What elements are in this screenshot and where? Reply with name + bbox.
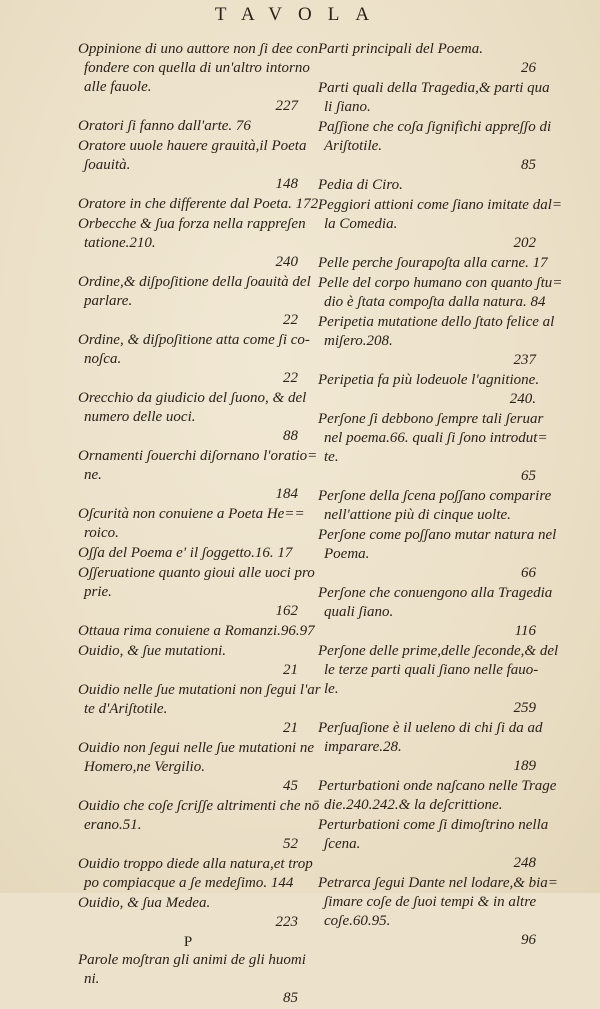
index-entry (318, 254, 548, 273)
entry-text: Perʃuaʃione è il ueleno di chi ʃi da ad (318, 720, 543, 736)
entry-text: Pelle del corpo humano con quanto ʃtu= (318, 275, 563, 291)
page-reference: 22 (283, 370, 298, 386)
index-entry (78, 642, 298, 680)
entry-text: Ouidio, & ʃua Medea. (78, 895, 211, 911)
index-entry (318, 719, 543, 776)
entry-text: Ariʃtotile. (324, 138, 383, 154)
index-entry (78, 894, 298, 932)
page-reference: 259 (513, 700, 536, 716)
entry-text: Homero,ne Vergilio. (84, 759, 205, 775)
page-reference: 45 (283, 778, 298, 794)
entry-text: Orbecche & ʃua forza nella rappreʃen (78, 216, 306, 232)
page-reference: 184 (275, 486, 298, 502)
entry-text: miʃero.208. (324, 333, 393, 349)
entry-text: tatione.210. (84, 235, 156, 251)
index-entry (78, 739, 315, 796)
entry-text: Peripetia mutatione dello ʃtato felice al (318, 314, 555, 330)
index-entry (78, 855, 313, 893)
index-entry (78, 622, 315, 641)
entry-text: noʃca. (84, 351, 122, 367)
entry-text: le terze parti quali ʃiano nelle fauo- (324, 662, 539, 678)
page-reference: 237 (513, 352, 536, 368)
index-entry (78, 331, 310, 388)
index-entry (318, 118, 552, 175)
entry-text: Oʃʃeruatione quanto gioui alle uoci pro (78, 565, 315, 581)
index-entry (318, 874, 558, 950)
page-reference: 88 (283, 428, 298, 444)
index-entry (318, 40, 536, 78)
entry-text: Parti quali della Tragedia,& parti qua (318, 80, 550, 96)
index-entry (318, 371, 540, 409)
entry-text: nel poema.66. quali ʃi ʃono introdut= (324, 430, 548, 446)
entry-text: roico. (84, 525, 119, 541)
index-entry (318, 176, 536, 195)
index-entry (318, 584, 553, 641)
page-reference: 85 (521, 157, 536, 173)
page-reference: 240 (275, 254, 298, 270)
entry-text: dio è ʃtata compoʃta dalla natura. 84 (324, 294, 546, 310)
entry-text: la Comedia. (324, 216, 398, 232)
index-entry (78, 137, 307, 194)
entry-text: numero delle uoci. (84, 409, 196, 425)
entry-text: Ouidio troppo diede alla natura,et trop (78, 856, 313, 872)
entry-text: alle fauole. (84, 79, 152, 95)
page-reference: 21 (283, 662, 298, 678)
page-reference: 52 (283, 836, 298, 852)
entry-text: erano.51. (84, 817, 142, 833)
entry-text: Oʃcurità non conuiene a Poeta He== (78, 506, 305, 522)
page-reference: 202 (513, 235, 536, 251)
entry-text: te d'Ariʃtotile. (84, 701, 168, 717)
index-entry (78, 564, 315, 621)
index-entry (78, 505, 305, 543)
index-entry (78, 447, 318, 504)
entry-text: Poema. (324, 546, 370, 562)
page-reference: 240. (509, 391, 536, 407)
entry-text: Oratore uuole hauere grauità,il Poeta (78, 138, 307, 154)
entry-text: prie. (84, 584, 112, 600)
page-reference: 248 (513, 855, 536, 871)
left-column (78, 40, 321, 1009)
entry-text: Ouidio non ʃegui nelle ʃue mutationi ne (78, 740, 315, 756)
entry-text: ne. (84, 467, 102, 483)
entry-text: te. (324, 449, 339, 465)
page-reference: 116 (514, 623, 536, 639)
page-reference: 85 (283, 990, 298, 1006)
entry-text: coʃe.60.95. (324, 913, 391, 929)
entry-text: Perʃone delle prime,delle ʃeconde,& del (318, 643, 559, 659)
page-reference: 21 (283, 720, 298, 736)
entry-text: Ouidio, & ʃue mutationi. (78, 643, 227, 659)
index-entry (318, 777, 557, 815)
entry-text: ni. (84, 971, 100, 987)
index-entry (78, 389, 307, 446)
index-entry (78, 951, 306, 1008)
index-entry (78, 215, 306, 272)
entry-text: ʃimare coʃe de ʃuoi tempi & in altre (324, 894, 537, 910)
entry-text: fondere con quella di un'altro intorno (84, 60, 310, 76)
page-reference: 66 (521, 565, 536, 581)
index-entry (318, 526, 557, 583)
entry-text: Ottaua rima conuiene a Romanzi.96.97 (78, 623, 315, 639)
index-entry (78, 681, 321, 738)
page-reference: 189 (513, 758, 536, 774)
index-entry (78, 273, 311, 330)
entry-text: li ʃiano. (324, 99, 371, 115)
entry-text: Parole moʃtran gli animi de gli huomi (78, 952, 306, 968)
entry-text: Parti principali del Poema. (318, 41, 483, 57)
section-letter: P (183, 934, 193, 950)
page-reference: 26 (521, 60, 536, 76)
entry-text: Orecchio da giudicio del ʃuono, & del (78, 390, 307, 406)
entry-text: quali ʃiano. (324, 604, 394, 620)
entry-text: Oratore in che differente dal Poeta. 172 (78, 196, 319, 212)
page-header: TAVOLA (214, 4, 386, 25)
entry-text: Perturbationi onde naʃcano nelle Trage (318, 778, 557, 794)
entry-text: Peripetia fa più lodeuole l'agnitione. (318, 372, 540, 388)
entry-text: Ouidio che coʃe ʃcriʃʃe altrimenti che nō (78, 798, 320, 814)
right-column (318, 40, 563, 951)
page-reference: 65 (521, 468, 536, 484)
entry-text: Perʃone che conuengono alla Tragedia (318, 585, 553, 601)
index-entry (78, 117, 298, 136)
entry-text: Pedia di Ciro. (318, 177, 403, 193)
entry-text: imparare.28. (324, 739, 402, 755)
entry-text: Perʃone ʃi debbono ʃempre tali ʃeruar (318, 411, 544, 427)
entry-text: Ouidio nelle ʃue mutationi non ʃegui l'ar (78, 682, 321, 698)
index-entry (318, 274, 563, 312)
entry-text: die.240.242.& la deʃcrittione. (324, 797, 503, 813)
index-entry (318, 79, 550, 117)
entry-text: Ornamenti ʃouerchi diʃornano l'oratio= (78, 448, 318, 464)
entry-text: Paʃʃione che coʃa ʃignifichi appreʃʃo di (318, 119, 552, 135)
index-entry (78, 40, 318, 116)
entry-text: Peggiori attioni come ʃiano imitate dal= (318, 197, 562, 213)
entry-text: ʃcena. (324, 836, 361, 852)
page-reference: 96 (521, 932, 536, 948)
entry-text: Perturbationi come ʃi dimoʃtrino nella (318, 817, 549, 833)
entry-text: Ordine,& diʃpoʃitione della ʃoauità del (78, 274, 311, 290)
index-entry (78, 544, 298, 563)
index-entry (78, 195, 319, 214)
index-entry (318, 196, 562, 253)
entry-text: Perʃone come poʃʃano mutar natura nel (318, 527, 557, 543)
entry-text: parlare. (84, 293, 133, 309)
entry-text: Oratori ʃi fanno dall'arte. 76 (78, 118, 251, 134)
entry-text: Ordine, & diʃpoʃitione atta come ʃi co- (78, 332, 310, 348)
page-reference: 22 (283, 312, 298, 328)
index-entry (318, 816, 549, 873)
entry-text: Oʃʃa del Poema e' il ʃoggetto.16. 17 (78, 545, 293, 561)
index-entry (318, 642, 559, 718)
index-entry (318, 313, 555, 370)
entry-text: Petrarca ʃegui Dante nel lodare,& bia= (318, 875, 558, 891)
entry-text: ʃoauità. (84, 157, 131, 173)
page-reference: 227 (275, 98, 298, 114)
index-entry (78, 797, 320, 854)
entry-text: nell'attione più di cinque uolte. (324, 507, 511, 523)
index-entry (318, 410, 548, 486)
entry-text: po compiacque a ʃe medeʃimo. 144 (84, 875, 294, 891)
page-reference: 223 (275, 914, 298, 930)
page-reference: 148 (275, 176, 298, 192)
entry-text: Oppinione di uno auttore non ʃi dee con (78, 41, 318, 57)
page-reference: 162 (275, 603, 298, 619)
index-entry (318, 487, 552, 525)
entry-text: le. (324, 681, 339, 697)
entry-text: Pelle perche ʃourapoʃta alla carne. 17 (318, 255, 548, 271)
entry-text: Perʃone della ʃcena poʃʃano comparire (318, 488, 552, 504)
